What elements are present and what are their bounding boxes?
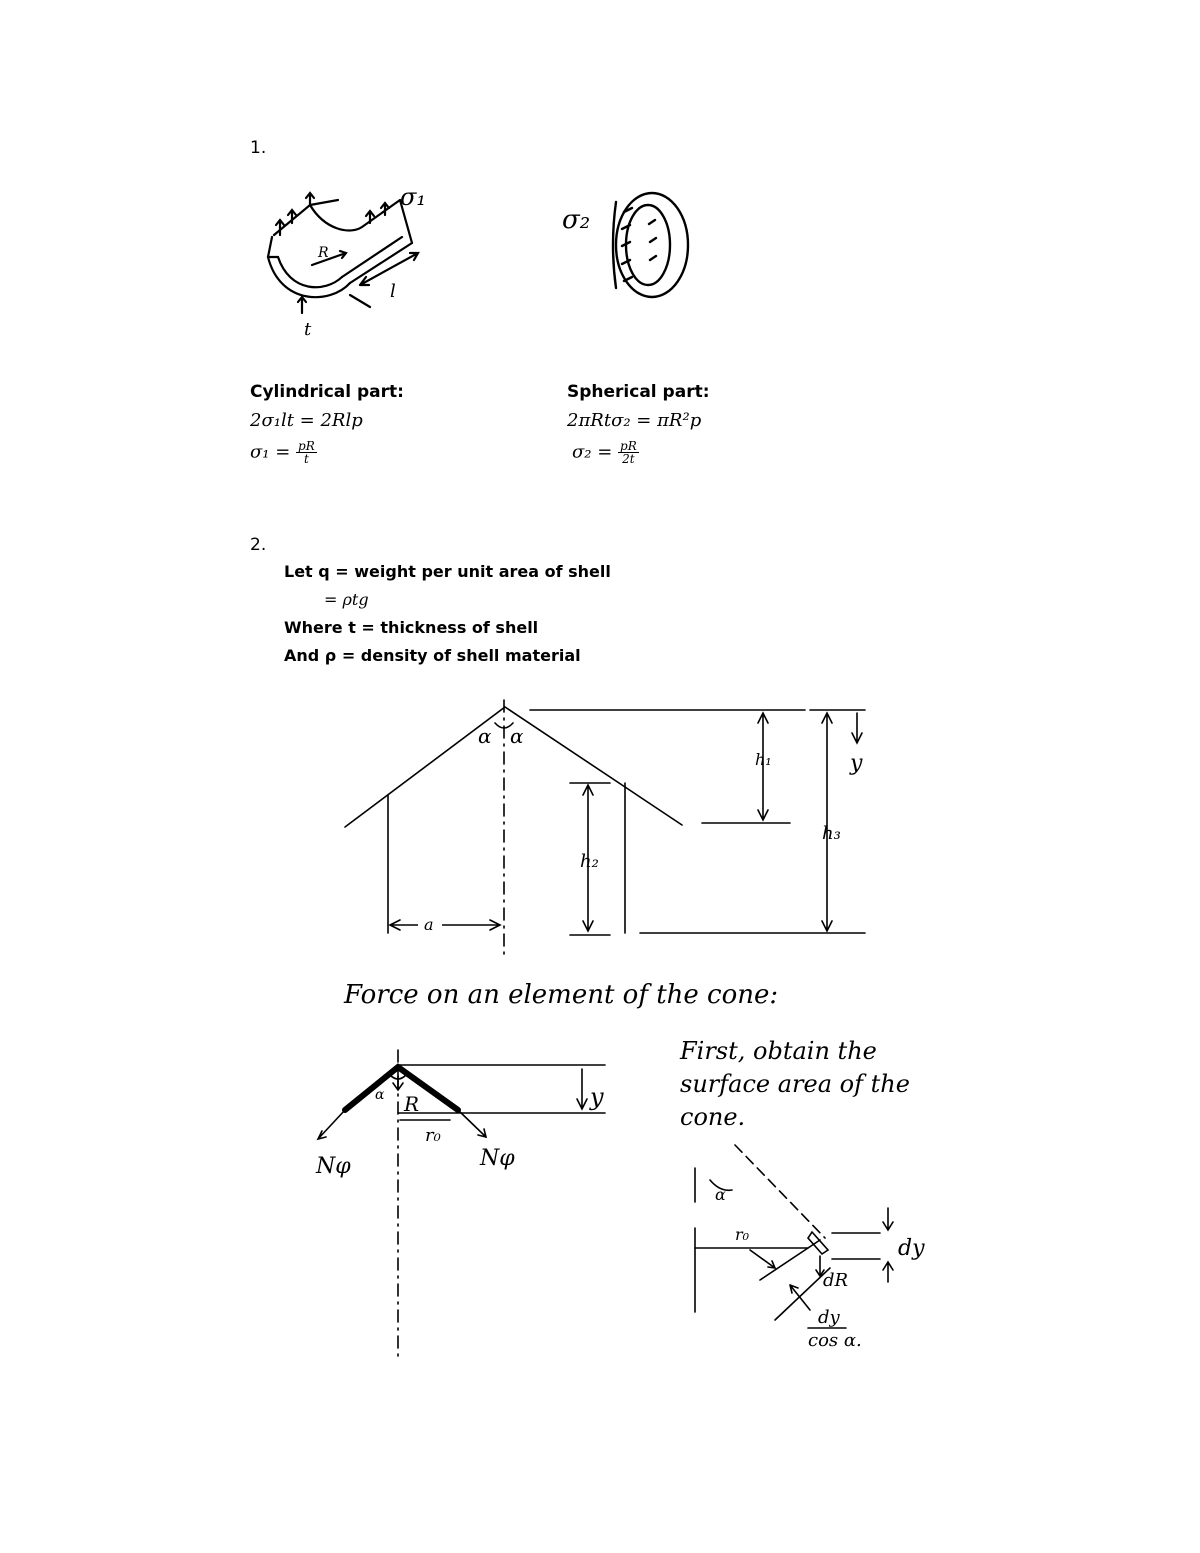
surface-area-note: [680, 1035, 910, 1134]
fig2-R-label: R: [404, 1092, 420, 1116]
cyl-eq2-numerator: pR: [298, 439, 315, 453]
note-line-3: cone.: [680, 1103, 746, 1131]
cylindrical-equation-1: 2σ₁lt = 2Rlp: [250, 410, 363, 431]
fig1-h1-label: h₁: [755, 750, 772, 769]
definition-line-1: Let q = weight per unit area of shell: [284, 562, 611, 581]
surface-element-figure: [680, 1140, 940, 1360]
fig3-r0-label: r₀: [735, 1225, 750, 1244]
question-1-number: 1.: [250, 138, 267, 158]
definition-line-3: Where t = thickness of shell: [284, 618, 539, 637]
sph-sigma-label: σ₂: [562, 205, 591, 235]
fig3-ds-denominator: cos α.: [808, 1330, 862, 1351]
cyl-R-label: R: [318, 245, 329, 261]
definition-line-2: = ρtg: [324, 590, 369, 609]
cone-element-figure: [300, 1045, 620, 1360]
fig3-ds-numerator: dy: [818, 1307, 840, 1328]
fig3-dR-label: dR: [823, 1270, 849, 1291]
force-element-caption: Force on an element of the cone:: [344, 980, 779, 1010]
sph-eq2-numerator: pR: [620, 439, 637, 453]
spherical-equation-1: 2πRtσ₂ = πR²p: [567, 410, 702, 431]
cone-shell-figure: [330, 695, 890, 960]
fig2-N-left-label: Nφ: [316, 1154, 351, 1179]
fig3-dy-label: dy: [898, 1236, 925, 1261]
cyl-l-label: l: [390, 281, 396, 302]
cyl-sigma-label: σ₁: [400, 183, 427, 211]
sph-eq2-denominator: 2t: [622, 452, 635, 466]
spherical-heading: Spherical part:: [567, 382, 710, 402]
fig1-h3-label: h₃: [822, 823, 841, 844]
spherical-equation-2: [572, 440, 639, 465]
definition-line-4: And ρ = density of shell material: [284, 646, 581, 665]
question-2-number: 2.: [250, 535, 267, 555]
sphere-sketch: [560, 180, 730, 320]
fig2-alpha-label: α: [375, 1087, 385, 1103]
fig1-h2-label: h₂: [580, 851, 599, 872]
cylindrical-heading: Cylindrical part:: [250, 382, 404, 402]
fig1-a-label: a: [424, 915, 434, 934]
fig1-alpha-left: α: [478, 724, 492, 748]
fig2-y-label: y: [590, 1083, 604, 1111]
fig2-N-right-label: Nφ: [480, 1146, 515, 1171]
note-line-2: surface area of the: [680, 1070, 910, 1098]
note-line-1: First, obtain the: [680, 1037, 877, 1065]
fig3-alpha-label: α: [715, 1185, 726, 1204]
cylindrical-equation-2: [250, 440, 317, 465]
cylinder-sketch: [250, 165, 500, 345]
fig1-alpha-right: α: [510, 724, 524, 748]
cyl-t-label: t: [304, 319, 312, 340]
fig2-r0-label: r₀: [425, 1125, 441, 1146]
fig1-y-label: y: [850, 751, 863, 776]
cyl-eq2-denominator: t: [303, 452, 309, 466]
sph-eq2-lhs: σ₂ =: [572, 441, 613, 463]
cyl-eq2-lhs: σ₁ =: [250, 441, 291, 463]
